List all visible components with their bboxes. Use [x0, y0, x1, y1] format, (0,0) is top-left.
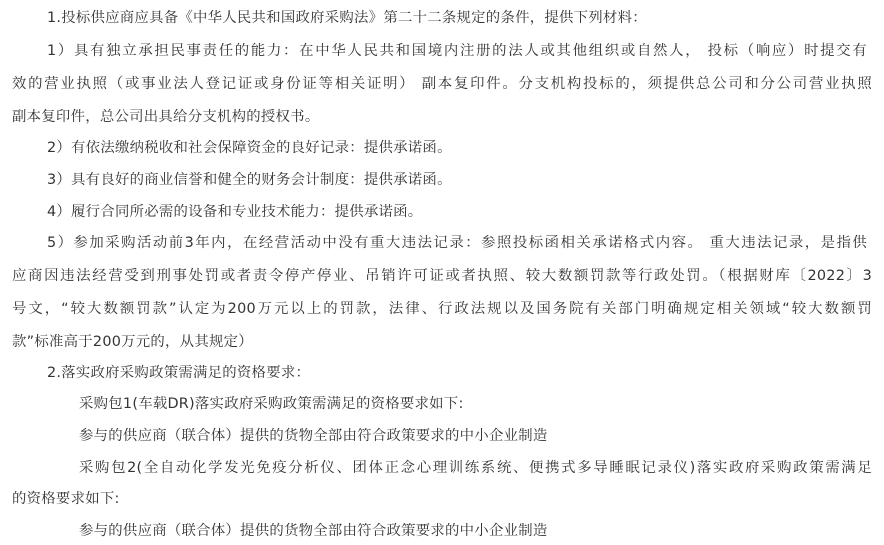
item-5-line-3: 号文，“较大数额罚款”认定为200万元以上的罚款，法律、行政法规以及国务院有关部门明确规定相关领域“较大数额罚 — [12, 301, 872, 317]
item-1-line-1: 1）具有独立承担民事责任的能力：在中华人民共和国境内注册的法人或其他组织或自然人， 投标（响应）时提交有 — [47, 43, 867, 59]
package-1-requirement: 参与的供应商（联合体）提供的货物全部由符合政策要求的中小企业制造 — [79, 428, 548, 444]
item-5-line-4: 款”标准高于200万元的，从其规定） — [12, 334, 253, 350]
item-5-line-2: 应商因违法经营受到刑事处罚或者责令停产停业、吊销许可证或者执照、较大数额罚款等行政处罚。（根据财库〔2022〕3 — [12, 268, 872, 284]
package-1-title: 采购包1(车载DR)落实政府采购政策需满足的资格要求如下: — [79, 396, 464, 412]
item-5-line-1: 5）参加采购活动前3年内，在经营活动中没有重大违法记录：参照投标函相关承诺格式内容。 重大违法记录，是指供 — [47, 235, 867, 251]
section-2-heading: 2.落实政府采购政策需满足的资格要求： — [47, 365, 311, 381]
item-1-line-2: 效的营业执照（或事业法人登记证或身份证等相关证明） 副本复印件。分支机构投标的，须提供总公司和分公司营业执照 — [12, 76, 872, 92]
item-1-line-3: 副本复印件，总公司出具给分支机构的授权书。 — [12, 109, 320, 125]
package-2-title-line-2: 的资格要求如下: — [12, 491, 120, 507]
package-2-requirement: 参与的供应商（联合体）提供的货物全部由符合政策要求的中小企业制造 — [79, 523, 548, 539]
package-2-title-line-1: 采购包2(全自动化学发光免疫分析仪、团体正念心理训练系统、便携式多导睡眠记录仪)落实政府采购政策需满足 — [79, 460, 872, 476]
item-2: 2）有依法缴纳税收和社会保障资金的良好记录：提供承诺函。 — [47, 140, 452, 156]
item-3: 3）具有良好的商业信誉和健全的财务会计制度：提供承诺函。 — [47, 172, 452, 188]
section-1-heading: 1.投标供应商应具备《中华人民共和国政府采购法》第二十二条规定的条件，提供下列材料： — [47, 10, 647, 26]
item-4: 4）履行合同所必需的设备和专业技术能力：提供承诺函。 — [47, 204, 423, 220]
